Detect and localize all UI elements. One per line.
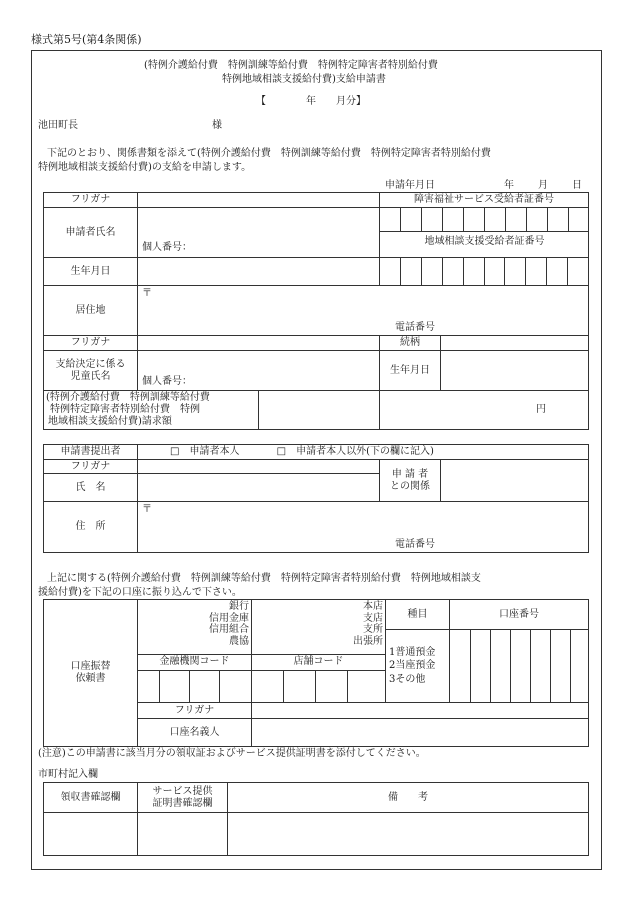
submitter-furigana-field[interactable]	[138, 460, 380, 474]
claim-amount-field[interactable]	[259, 391, 379, 429]
account-number-field[interactable]	[450, 630, 589, 703]
submitter-name-label: 氏 名	[44, 474, 138, 502]
branch-type-head[interactable]: 本店	[363, 601, 383, 612]
branch-code-label: 店舗コード	[252, 655, 386, 670]
inst-type-shinkumi[interactable]: 信用組合	[209, 624, 249, 635]
postal-mark: 〒	[142, 288, 152, 299]
birthdate-label: 生年月日	[44, 258, 138, 286]
inst-type-shinkin[interactable]: 信用金庫	[209, 612, 249, 624]
account-holder-label: 口座名義人	[138, 719, 252, 747]
inst-code-digit-1[interactable]	[138, 670, 160, 702]
account-kind-header: 種目	[386, 600, 450, 630]
account-kind-other[interactable]: 3その他	[389, 673, 426, 685]
submitter-address-field[interactable]	[138, 502, 589, 553]
receipt-check-field[interactable]	[44, 813, 138, 856]
branch-code-digit-3[interactable]	[316, 670, 348, 702]
inst-type-nokyo[interactable]: 農協	[229, 635, 249, 647]
account-kind-options	[386, 630, 450, 703]
service-cert-check-label: サービス提供 証明書確認欄	[138, 783, 228, 813]
holder-furigana-field[interactable]	[252, 703, 589, 719]
institution-type-cell	[138, 600, 252, 655]
intro-text-line1: 下記のとおり、関係書類を添えて(特例介護給付費 特例訓練等給付費 特例特定障害者特別給付費	[47, 148, 491, 159]
submitter-address-label: 住 所	[44, 502, 138, 553]
application-date-month: 月	[538, 180, 548, 191]
furigana-label: フリガナ	[44, 193, 138, 208]
transfer-intro-line1: 上記に関する(特例介護給付費 特例訓練等給付費 特例特定障害者特別給付費 特例地域相談支	[47, 573, 481, 584]
phone-label: 電話番号	[395, 322, 435, 333]
inst-code-digit-2[interactable]	[160, 670, 190, 702]
consultation-certificate-label: 地域相談支援受給者証番号	[424, 236, 545, 247]
account-holder-field[interactable]	[252, 719, 589, 747]
account-number-header: 口座番号	[450, 600, 589, 630]
application-date-label: 申請年月日	[385, 180, 435, 191]
municipal-section-title: 市町村記入欄	[38, 769, 98, 780]
claim-amount-yen: 円	[380, 391, 589, 430]
submitter-table	[43, 444, 589, 553]
application-date-day: 日	[572, 180, 582, 191]
addressee-name: 池田町長	[38, 120, 78, 131]
relation-label: 続柄	[380, 336, 441, 351]
service-cert-check-field[interactable]	[138, 813, 228, 856]
inst-code-digit-3[interactable]	[190, 670, 220, 702]
claim-amount-row	[44, 391, 380, 430]
account-kind-current[interactable]: 2当座預金	[389, 660, 436, 672]
submitter-name-field[interactable]	[138, 474, 380, 502]
applicant-name-label: 申請者氏名	[44, 208, 138, 258]
form-title-line2: 特例地域相談支援給付費)支給申請書	[222, 74, 386, 85]
addressee-honorific: 様	[212, 120, 222, 131]
period-label: 【 年 月分】	[256, 96, 366, 107]
child-furigana-label: フリガナ	[44, 336, 138, 351]
branch-type-office[interactable]: 支所	[363, 624, 383, 635]
child-name-label: 支給決定に係る 児童氏名	[44, 351, 138, 391]
child-birthdate-field[interactable]	[441, 351, 589, 391]
submitter-options	[138, 445, 589, 460]
personal-number-label: 個人番号：	[142, 242, 192, 253]
submitter-postal-mark: 〒	[142, 504, 152, 515]
remarks-field[interactable]	[228, 813, 589, 856]
furigana-field[interactable]	[138, 193, 380, 208]
child-furigana-field[interactable]	[138, 336, 380, 351]
submitter-furigana-label: フリガナ	[44, 460, 138, 474]
account-kind-ordinary[interactable]: 1普通預金	[389, 646, 436, 658]
receipt-check-label: 領収書確認欄	[44, 783, 138, 813]
certificate-number-field[interactable]	[380, 208, 589, 258]
attachment-note: (注意)この申請書に該当月分の領収証およびサービス提供証明書を添付してください。	[38, 748, 426, 759]
transfer-intro-line2: 援給付費)を下記の口座に振り込んで下さい。	[38, 587, 242, 598]
branch-type-sub[interactable]: 出張所	[353, 635, 383, 647]
relation-field[interactable]	[441, 336, 589, 351]
submitter-option-self[interactable]: □ 申請者本人	[170, 446, 240, 457]
applicant-name-field[interactable]	[138, 208, 380, 258]
form-number-label: 様式第5号(第4条関係)	[31, 33, 142, 46]
application-date-year: 年	[504, 180, 514, 191]
submitter-label: 申請書提出者	[44, 445, 138, 460]
institution-code-label: 金融機関コード	[138, 655, 252, 670]
branch-code-digit-1[interactable]	[252, 670, 284, 702]
inst-type-bank[interactable]: 銀行	[229, 601, 249, 612]
applicant-table	[43, 192, 589, 430]
residence-field[interactable]	[138, 286, 589, 336]
submitter-relation-label: 申 請 者 との関係	[380, 460, 441, 502]
holder-furigana-label: フリガナ	[138, 703, 252, 719]
branch-code-digit-2[interactable]	[284, 670, 316, 702]
bank-table	[43, 599, 589, 747]
branch-type-branch[interactable]: 支店	[363, 612, 383, 624]
branch-code-digit-4[interactable]	[348, 670, 386, 702]
child-personal-number-label: 個人番号：	[142, 376, 192, 387]
form-title-line1: (特例介護給付費 特例訓練等給付費 特例特定障害者特別給付費	[144, 60, 438, 71]
child-birthdate-label: 生年月日	[380, 351, 441, 391]
residence-label: 居住地	[44, 286, 138, 336]
submitter-relation-field[interactable]	[441, 460, 589, 502]
claim-amount-label: (特例介護給付費 特例訓練等給付費 特例特定障害者特別給付費 特例 地域相談支援給付費)請求額	[44, 391, 259, 429]
remarks-label: 備 考	[228, 783, 589, 813]
inst-code-digit-4[interactable]	[220, 670, 252, 702]
municipal-table	[43, 782, 589, 856]
bank-transfer-label: 口座振替 依頼書	[44, 600, 138, 747]
certificate-number-label: 障害福祉サービス受給者証番号	[380, 193, 589, 208]
submitter-option-other[interactable]: □ 申請者本人以外(下の欄に記入)	[276, 446, 434, 457]
child-name-field[interactable]	[138, 351, 380, 391]
consultation-certificate-field[interactable]	[380, 258, 589, 286]
birthdate-field[interactable]	[138, 258, 380, 286]
submitter-phone-label: 電話番号	[395, 539, 435, 550]
intro-text-line2: 特例地域相談支援給付費)の支給を申請します。	[38, 162, 252, 173]
branch-type-cell	[252, 600, 386, 655]
